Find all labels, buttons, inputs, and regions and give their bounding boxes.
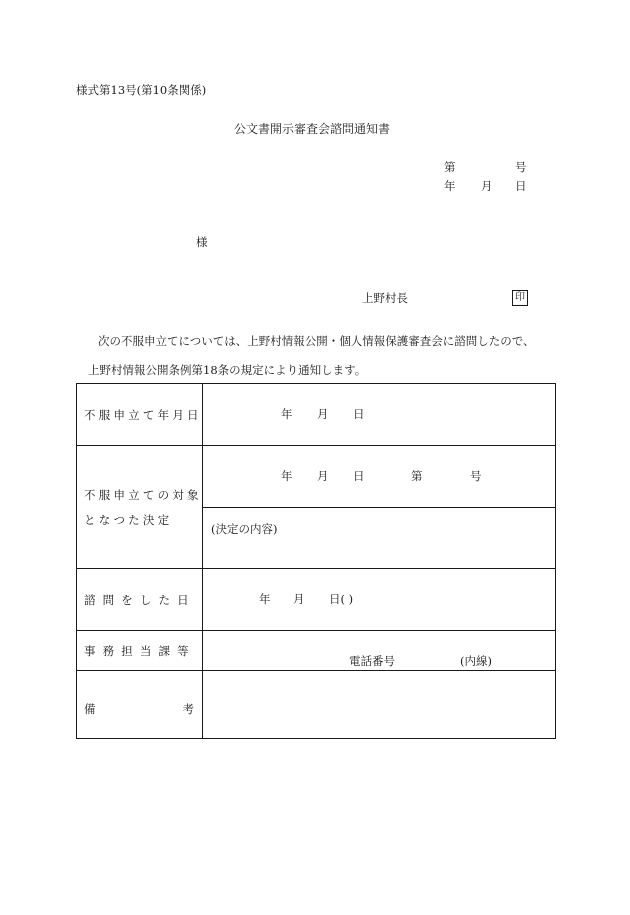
table-row-department <box>77 631 556 671</box>
filing-day-label: 日 <box>353 407 365 421</box>
field-remarks[interactable] <box>203 671 556 739</box>
issuer-name: 上野村長 <box>362 291 408 305</box>
date-month-label: 月 <box>481 179 493 193</box>
seal-icon: 印 <box>512 290 528 306</box>
date-year-label: 年 <box>444 179 456 193</box>
table-row-filing-date <box>77 384 556 446</box>
filing-month-label: 月 <box>317 407 329 421</box>
table-row-decision-date <box>77 446 556 508</box>
decision-day-label: 日 <box>353 469 365 483</box>
doc-number-suffix: 号 <box>515 160 527 174</box>
label-inquiry-date-text: 諮問をした日 <box>84 592 196 607</box>
label-decision-line1: 不服申立ての対象 <box>84 487 202 502</box>
form-number: 様式第13号(第10条関係) <box>76 83 207 97</box>
label-remarks <box>77 671 203 739</box>
doc-number-prefix: 第 <box>444 160 456 174</box>
field-decision-date[interactable] <box>203 446 556 508</box>
label-filing-date <box>77 384 203 446</box>
body-text-line1: 次の不服申立てについては、上野村情報公開・個人情報保護審査会に諮問したので、 <box>98 334 535 348</box>
extension-label: (内線) <box>460 654 492 668</box>
label-inquiry-date <box>77 569 203 631</box>
addressee-suffix: 様 <box>196 235 208 249</box>
filing-year-label: 年 <box>281 407 293 421</box>
inquiry-month-label: 月 <box>293 592 305 606</box>
field-decision-content[interactable] <box>203 508 556 569</box>
inquiry-year-label: 年 <box>259 592 271 606</box>
decision-number-prefix: 第 <box>411 469 423 483</box>
label-remarks-right: 考 <box>182 702 194 716</box>
date-day-label: 日 <box>515 179 527 193</box>
decision-year-label: 年 <box>281 469 293 483</box>
field-department[interactable] <box>203 631 556 671</box>
field-inquiry-date[interactable] <box>203 569 556 631</box>
decision-content-label: (決定の内容) <box>211 522 278 536</box>
decision-month-label: 月 <box>317 469 329 483</box>
label-remarks-left: 備 <box>84 702 96 716</box>
phone-label: 電話番号 <box>349 654 395 668</box>
label-filing-date-text: 不服申立て年月日 <box>84 407 202 422</box>
inquiry-day-label: 日( ) <box>329 592 354 606</box>
table-row-inquiry-date <box>77 569 556 631</box>
document-title: 公文書開示審査会諮問通知書 <box>234 122 391 136</box>
label-decision <box>77 446 203 569</box>
table-row-remarks <box>77 671 556 739</box>
field-filing-date[interactable] <box>203 384 556 446</box>
label-department <box>77 631 203 671</box>
notice-form-table <box>76 383 556 739</box>
label-decision-line2: となつた決定 <box>84 512 173 527</box>
decision-number-suffix: 号 <box>470 469 482 483</box>
body-text-line2: 上野村情報公開条例第18条の規定により通知します。 <box>88 363 367 377</box>
label-department-text: 事務担当課等 <box>84 643 196 658</box>
